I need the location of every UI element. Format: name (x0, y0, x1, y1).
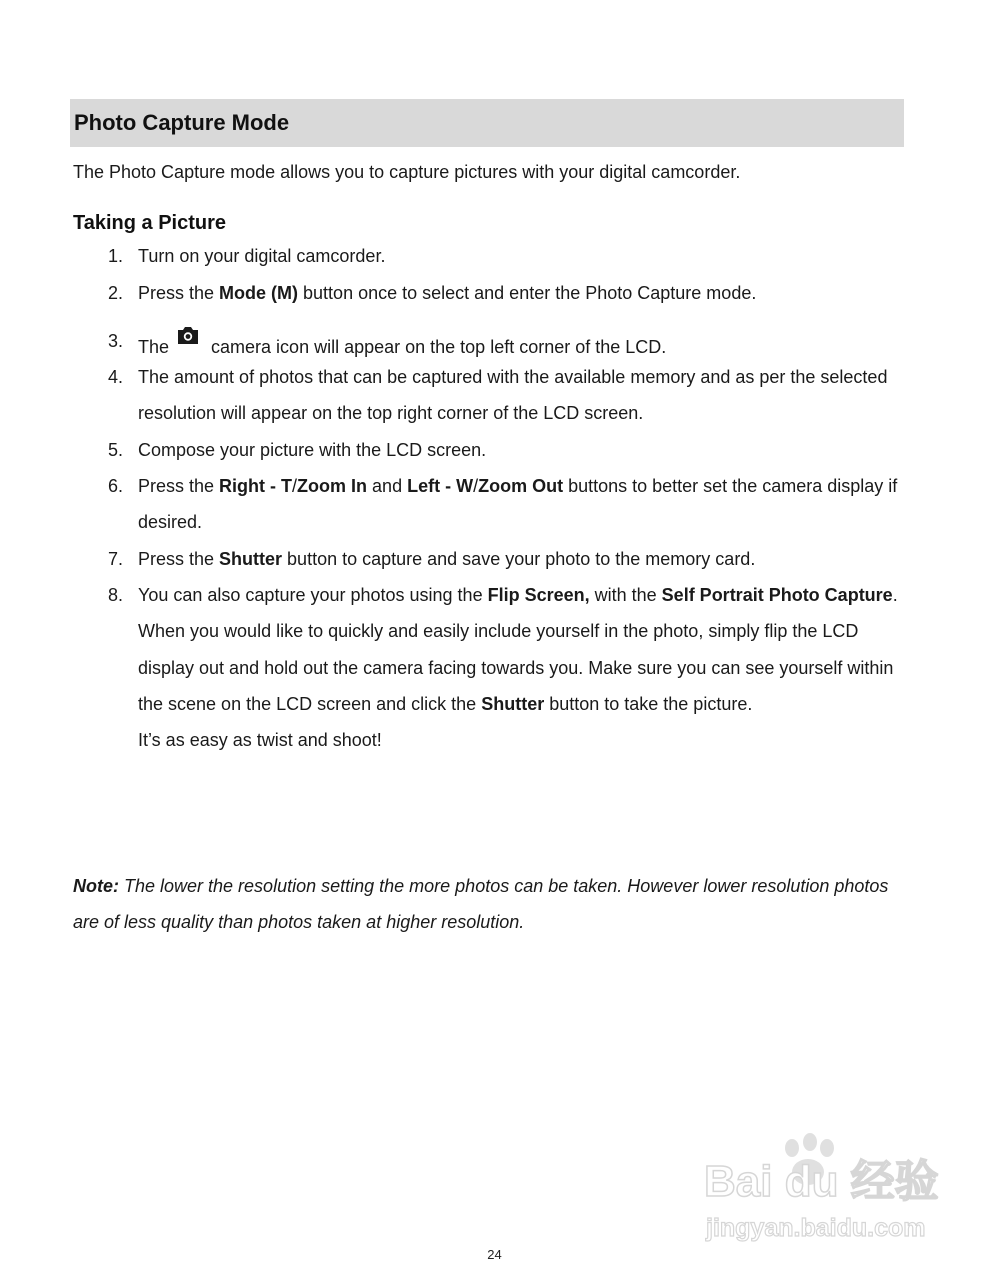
text-run: / (292, 476, 298, 496)
camera-icon (176, 323, 200, 347)
text-run: Press the (138, 549, 220, 569)
list-item-text (138, 359, 898, 432)
watermark-brand: Bai du 经验 (704, 1157, 939, 1206)
bold-term: Left - W (407, 476, 474, 496)
list-item-number: 3. (108, 331, 124, 351)
list-item-text (138, 238, 898, 274)
list-item (108, 432, 898, 468)
text-run: / (473, 476, 479, 496)
text-run: The (138, 337, 175, 357)
text-run: button once to select and enter the Photo Capture mode. (298, 283, 757, 303)
text-run: camera icon will appear on the top left corner of the LCD. (206, 337, 667, 357)
watermark-logo (700, 1130, 940, 1250)
text-run: Turn on your digital camcorder. (138, 246, 386, 266)
list-item (108, 468, 898, 541)
text-run: The amount of photos that can be captured with the available memory and as per the selected resolution will appear on the top right corner of the LCD screen. (138, 367, 888, 424)
text-run: . (892, 585, 898, 605)
list-item-number: 6. (108, 476, 124, 496)
list-item-text (138, 577, 898, 758)
bold-term: Shutter (481, 693, 545, 714)
list-item-number: 8. (108, 585, 124, 605)
note-paragraph (73, 868, 903, 941)
list-item (108, 238, 898, 274)
text-run: button to take the picture. (544, 693, 753, 714)
intro-paragraph: The Photo Capture mode allows you to capture pictures with your digital camcorder. (73, 162, 741, 182)
list-item (108, 577, 898, 758)
note-label: Note: (73, 876, 119, 896)
list-item-number: 2. (108, 283, 124, 303)
list-item-number: 7. (108, 549, 124, 569)
text-run: and (367, 476, 408, 496)
note-text: The lower the resolution setting the more photos can be taken. However lower resolution photos are of less quality than photos taken at higher resolution. (73, 876, 889, 933)
list-item-number: 4. (108, 367, 124, 387)
text-run: Press the (138, 283, 220, 303)
bold-term: Mode (M) (219, 283, 299, 303)
bold-term: Shutter (219, 549, 283, 569)
subheading-taking-a-picture: Taking a Picture (73, 212, 227, 234)
list-item (108, 541, 898, 577)
list-item-text (138, 468, 898, 541)
list-item-number: 1. (108, 246, 124, 266)
page-title: Photo Capture Mode (74, 110, 290, 135)
text-run: It’s as easy as twist and shoot! (138, 730, 382, 751)
section-header (70, 99, 904, 147)
list-item (108, 275, 898, 311)
text-run: with the (589, 585, 662, 605)
text-run: buttons to better set the camera display if desired. (138, 476, 898, 533)
bold-term: Flip Screen, (487, 585, 590, 605)
list-item-text (138, 275, 898, 311)
bold-term: Right - T (219, 476, 293, 496)
bold-term: Zoom Out (478, 476, 564, 496)
page-number: 24 (487, 1247, 502, 1262)
text-run: You can also capture your photos using the (138, 585, 488, 605)
text-run: button to capture and save your photo to the memory card. (282, 549, 756, 569)
bold-term: Zoom In (297, 476, 368, 496)
list-item-text (138, 432, 898, 468)
text-run: Press the (138, 476, 220, 496)
list-item (108, 359, 898, 432)
list-item-text (138, 541, 898, 577)
list-item-number: 5. (108, 440, 124, 460)
text-run: Compose your picture with the LCD screen. (138, 440, 487, 460)
bold-term: Self Portrait Photo Capture (661, 585, 893, 605)
text-run: When you would like to quickly and easily include yourself in the photo, simply flip the LCD display out and hold out the camera facing towards you. Make sure you can see yourself within the scene on the LCD screen and click the (138, 621, 894, 714)
watermark-url: jingyan.baidu.com (706, 1214, 926, 1242)
